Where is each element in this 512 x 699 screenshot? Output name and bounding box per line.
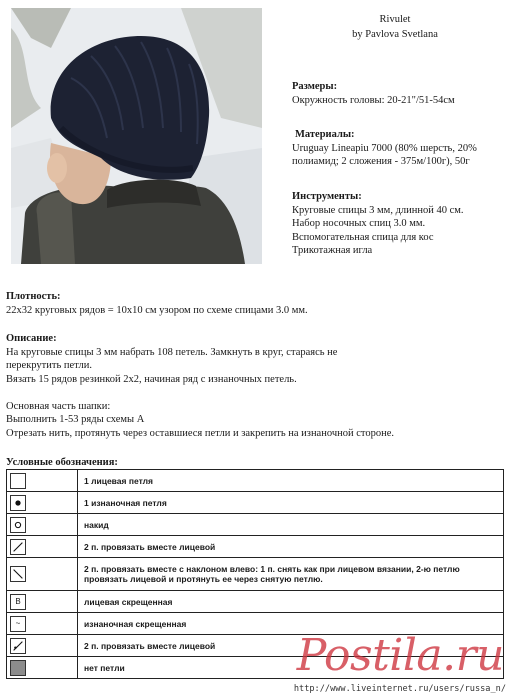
sizes-section xyxy=(292,80,455,107)
description-line: На круговые спицы 3 мм набрать 108 петель. Замкнуть в круг, стараясь не xyxy=(6,346,338,358)
legend-row xyxy=(7,591,504,613)
legend-label: лицевая скрещенная xyxy=(78,591,504,613)
pattern-name: Rivulet xyxy=(379,14,411,25)
watermark-logo: Postila.ru xyxy=(296,630,504,681)
twisted-purl-icon xyxy=(10,616,26,632)
filled-dot-icon xyxy=(10,495,26,511)
twisted-purl-glyph: ~ xyxy=(15,619,21,628)
legend-row xyxy=(7,514,504,536)
legend-row xyxy=(7,470,504,492)
tools-line: Трикотажная игла xyxy=(292,245,373,256)
title-block xyxy=(300,12,490,42)
description-line: Отрезать нить, протянуть через оставшиеся петли и закрепить на изнаночной стороне. xyxy=(6,427,394,439)
legend-label: накид xyxy=(78,514,504,536)
legend-label: 2 п. провязать вместе лицевой xyxy=(78,635,504,657)
legend-label: изнаночная скрещенная xyxy=(78,613,504,635)
twisted-knit-icon xyxy=(10,594,26,610)
sizes-value: Окружность головы: 20-21"/51-54см xyxy=(292,94,455,106)
legend-row xyxy=(7,492,504,514)
sizes-heading: Размеры: xyxy=(292,81,338,92)
slash-left-icon xyxy=(10,566,26,582)
tools-heading: Инструменты: xyxy=(292,191,362,202)
description-line: Вязать 15 рядов резинкой 2x2, начиная ряд с изнаночных петель. xyxy=(6,373,297,385)
open-circle-icon xyxy=(10,517,26,533)
gray-square-icon xyxy=(10,660,26,676)
watermark-url: http://www.liveinternet.ru/users/russa_n/ xyxy=(293,684,506,694)
legend-label: 2 п. провязать вместе с наклоном влево: 1 п. снять как при лицевом вязании, 2-ю петлю провязать лицевой и протянуть ее через снятую петлю. xyxy=(78,558,504,591)
legend-label: нет петли xyxy=(78,657,504,679)
legend-row xyxy=(7,536,504,558)
legend-section xyxy=(6,456,118,470)
empty-square-icon xyxy=(10,473,26,489)
twisted-knit-glyph: B xyxy=(15,597,21,606)
slash-right-icon xyxy=(10,539,26,555)
gauge-value: 22x32 круговых рядов = 10x10 см узором по схеме спицами 3.0 мм. xyxy=(6,304,308,316)
gauge-heading: Плотность: xyxy=(6,291,61,302)
tools-section xyxy=(292,190,464,258)
legend-row xyxy=(7,635,504,657)
tools-line: Круговые спицы 3 мм, длинной 40 см. xyxy=(292,204,464,216)
description-line: перекрутить петли. xyxy=(6,360,92,371)
legend-label: 1 изнаночная петля xyxy=(78,492,504,514)
tools-line: Вспомогательная спица для кос xyxy=(292,231,434,243)
materials-line: полиамид; 2 сложения - 375м/100г), 50г xyxy=(292,156,470,167)
legend-row xyxy=(7,613,504,635)
description-section xyxy=(6,332,394,440)
materials-heading: Материалы: xyxy=(295,129,355,140)
legend-label: 2 п. провязать вместе лицевой xyxy=(78,536,504,558)
tools-line: Набор носочных спиц 3.0 мм. xyxy=(292,218,426,229)
legend-row xyxy=(7,657,504,679)
materials-line: Uruguay Lineapiu 7000 (80% шерсть, 20% xyxy=(292,142,477,154)
hat-photo xyxy=(11,8,262,264)
legend-heading: Условные обозначения: xyxy=(6,457,118,468)
description-line: Выполнить 1-53 ряды схемы А xyxy=(6,414,145,425)
gauge-section xyxy=(6,290,308,317)
materials-section xyxy=(292,128,477,169)
pattern-author: by Pavlova Svetlana xyxy=(352,29,438,40)
legend-row xyxy=(7,558,504,591)
legend-label: 1 лицевая петля xyxy=(78,470,504,492)
legend-table xyxy=(6,469,504,679)
description-line: Основная часть шапки: xyxy=(6,400,111,412)
slash-dot-icon xyxy=(10,638,26,654)
description-heading: Описание: xyxy=(6,333,57,344)
description-blank-line xyxy=(6,386,394,400)
